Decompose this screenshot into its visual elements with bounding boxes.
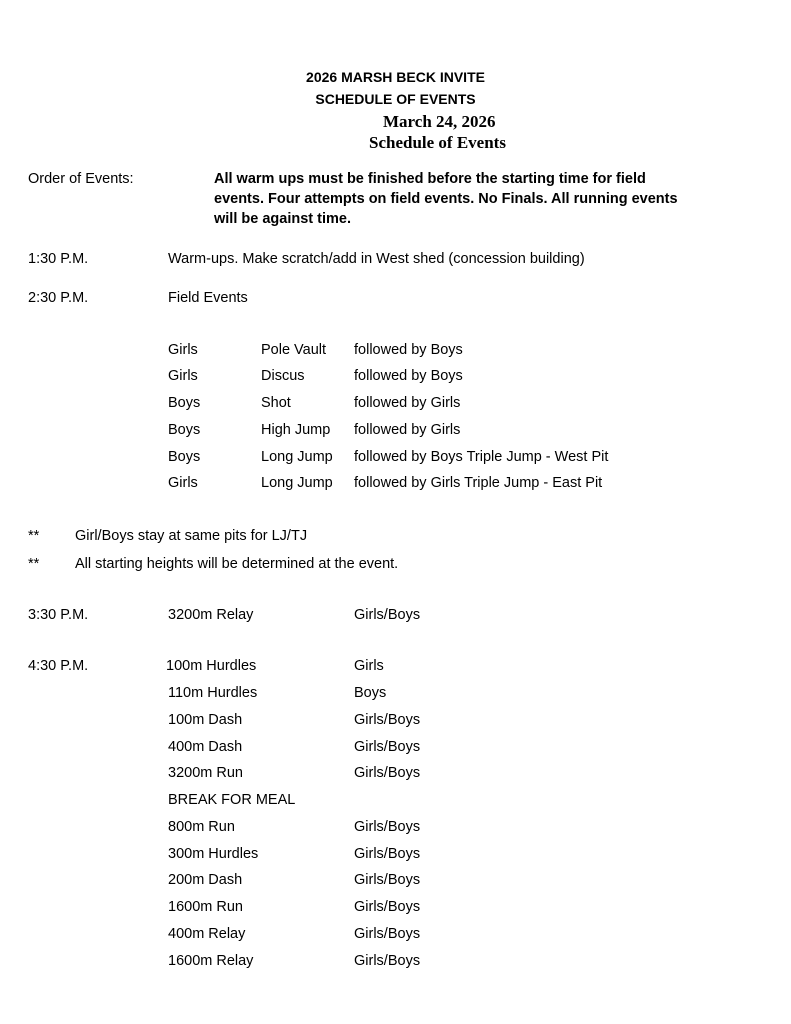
running-event: 400m Dash <box>168 739 243 755</box>
field-note: followed by Girls <box>354 422 461 438</box>
note-text: All starting heights will be determined at the event. <box>75 556 399 572</box>
schedule-heading: Schedule of Events <box>369 133 506 152</box>
running-time: 4:30 P.M. <box>28 658 89 674</box>
running-event: 800m Run <box>168 819 235 835</box>
page-subtitle: SCHEDULE OF EVENTS <box>315 91 476 107</box>
meal-break: BREAK FOR MEAL <box>168 792 296 808</box>
running-event: 200m Dash <box>168 872 243 888</box>
running-who: Girls/Boys <box>354 953 421 969</box>
running-event: 3200m Run <box>168 765 243 781</box>
note-mark: ** <box>28 556 40 572</box>
field-gender: Girls <box>168 368 198 384</box>
page-title: 2026 MARSH BECK INVITE <box>306 69 485 85</box>
running-who: Girls/Boys <box>354 846 421 862</box>
running-event: 110m Hurdles <box>168 685 258 701</box>
field-note: followed by Boys <box>354 342 463 358</box>
order-rules: All warm ups must be finished before the starting time for field events. Four attempts on field events. No Finals. All running events will be against time. <box>214 171 678 227</box>
relay-who: Girls/Boys <box>354 607 421 623</box>
field-note: followed by Girls <box>354 395 461 411</box>
field-note: followed by Girls Triple Jump - East Pit <box>354 475 603 491</box>
field-gender: Boys <box>168 422 201 438</box>
running-event: 1600m Relay <box>168 953 254 969</box>
relay-event: 3200m Relay <box>168 607 254 623</box>
running-who: Boys <box>354 685 387 701</box>
running-event: 100m Hurdles <box>166 658 257 674</box>
running-who: Girls/Boys <box>354 926 421 942</box>
running-who: Girls/Boys <box>354 819 421 835</box>
field-event: Shot <box>261 395 291 411</box>
running-event: 300m Hurdles <box>168 846 259 862</box>
running-who: Girls/Boys <box>354 872 421 888</box>
field-gender: Girls <box>168 342 198 358</box>
running-who: Girls <box>354 658 384 674</box>
warmups-text: Warm-ups. Make scratch/add in West shed (concession building) <box>168 251 585 267</box>
field-event: Long Jump <box>261 475 333 491</box>
running-event: 400m Relay <box>168 926 246 942</box>
running-event: 1600m Run <box>168 899 243 915</box>
note-mark: ** <box>28 528 40 544</box>
field-event: Long Jump <box>261 449 333 465</box>
event-date: March 24, 2026 <box>383 112 496 131</box>
running-who: Girls/Boys <box>354 712 421 728</box>
field-event: Pole Vault <box>261 342 327 358</box>
field-gender: Girls <box>168 475 198 491</box>
field-title: Field Events <box>168 290 248 306</box>
warmups-time: 1:30 P.M. <box>28 251 89 267</box>
field-note: followed by Boys Triple Jump - West Pit <box>354 449 609 465</box>
running-who: Girls/Boys <box>354 765 421 781</box>
note-text: Girl/Boys stay at same pits for LJ/TJ <box>75 528 308 544</box>
running-event: 100m Dash <box>168 712 243 728</box>
field-gender: Boys <box>168 395 201 411</box>
field-event: Discus <box>261 368 305 384</box>
field-gender: Boys <box>168 449 201 465</box>
order-label: Order of Events: <box>28 171 134 187</box>
running-who: Girls/Boys <box>354 739 421 755</box>
field-event: High Jump <box>261 422 331 438</box>
field-note: followed by Boys <box>354 368 463 384</box>
running-who: Girls/Boys <box>354 899 421 915</box>
field-time: 2:30 P.M. <box>28 290 89 306</box>
relay-time: 3:30 P.M. <box>28 607 89 623</box>
